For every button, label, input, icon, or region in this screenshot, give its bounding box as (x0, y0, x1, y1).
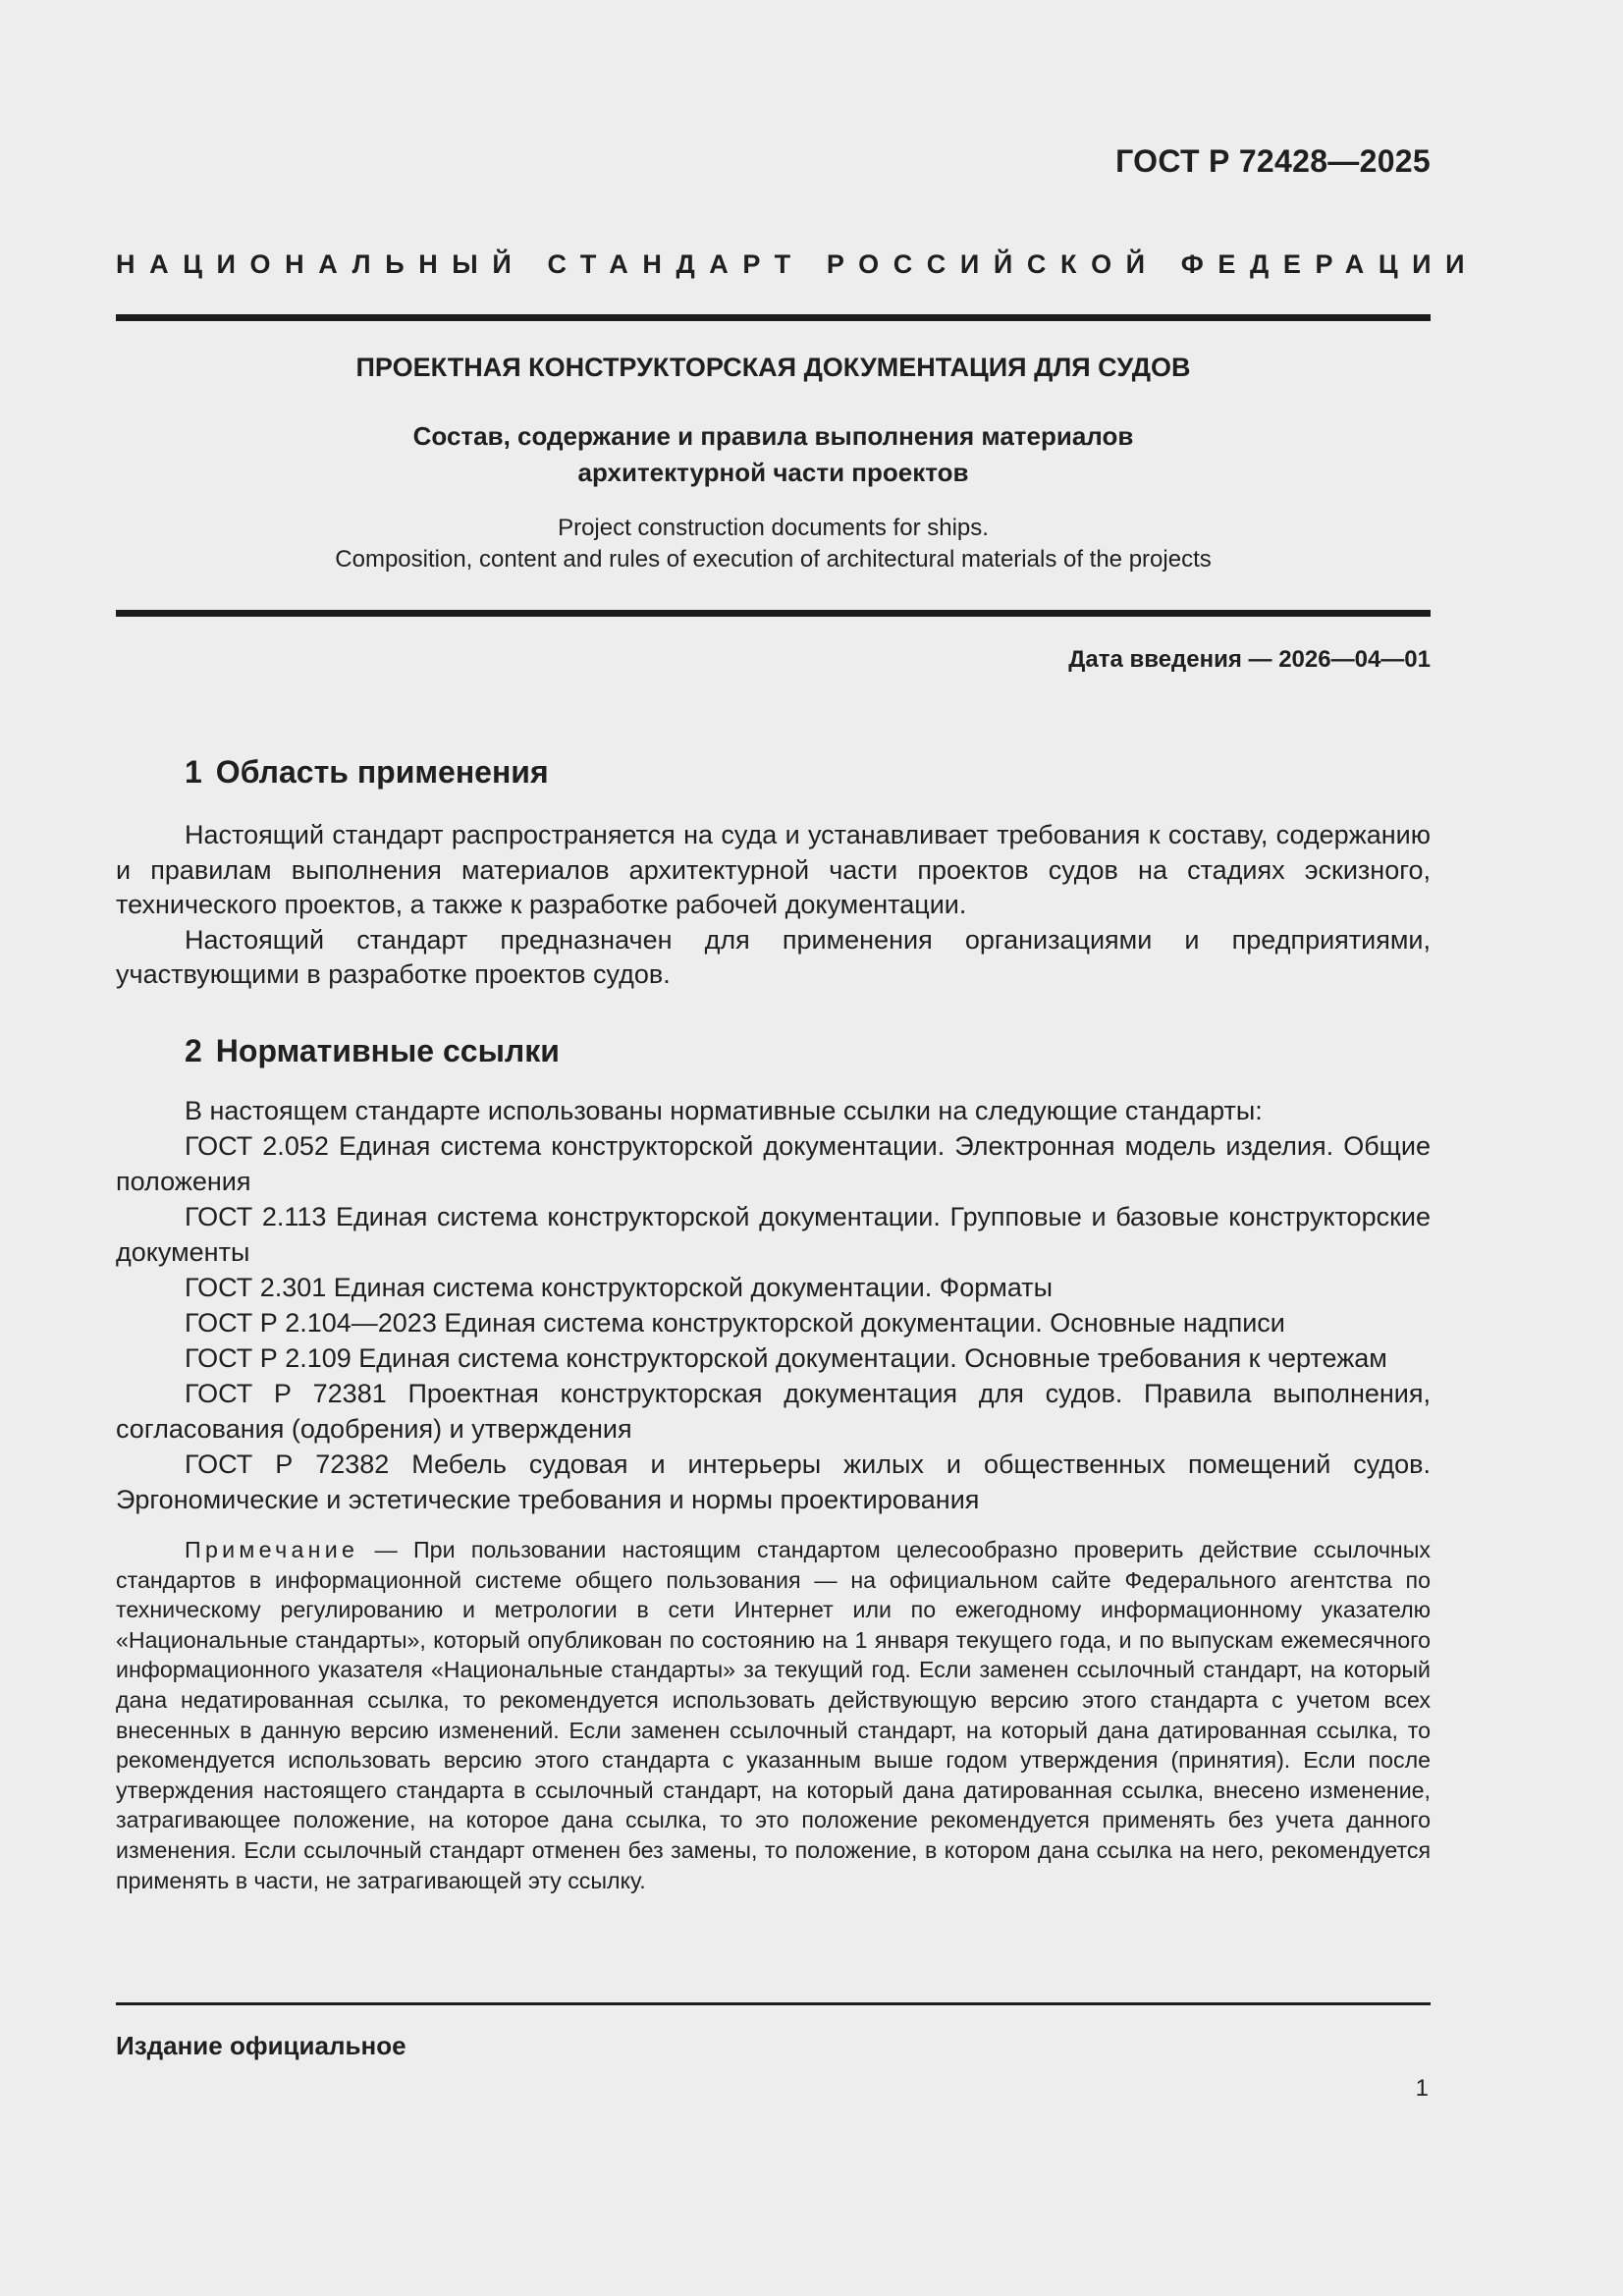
section-2-number: 2 (185, 1033, 202, 1068)
section-1-paragraph: Настоящий стандарт предназначен для применения организациями и предприятиями, участвующими в разработке проектов судов. (116, 924, 1431, 989)
section-1-body (116, 818, 1431, 993)
note-block (116, 1535, 1431, 1895)
reference-item: ГОСТ 2.301 Единая система конструкторской документации. Форматы (185, 1273, 1054, 1302)
reference-item: ГОСТ Р 72382 Мебель судовая и интерьеры жилых и общественных помещений судов. Эргономические и эстетические требования и нормы проектирования (116, 1449, 1431, 1514)
note-text: — При пользовании настоящим стандартом целесообразно проверить действие ссылочных стандартов в информационной системе общего пользования — на официальном сайте Федерального агентства по техническому регулированию и метрологии в сети Интернет или по ежегодному информационному указателю «Национальные стандарты», который опубликован по состоянию на 1 января текущего года, и по выпускам ежемесячного информационного указателя «Национальные стандарты» за текущий год. Если заменен ссылочный стандарт, на который дана недатированная ссылка, то рекомендуется использовать действующую версию этого стандарта с учетом всех внесенных в данную версию изменений. Если заменен ссылочный стандарт, на который дана датированная ссылка, то рекомендуется использовать версию этого стандарта с указанным выше годом утверждения (принятия). Если после утверждения настоящего стандарта в ссылочный стандарт, на который дана датированная ссылка, внесено изменение, затрагивающее положение, на которое дана ссылка, то это положение рекомендуется применять без учета данного изменения. Если ссылочный стандарт отменен без замены, то положение, в котором дана ссылка на него, рекомендуется применять в части, не затрагивающей эту ссылку. (116, 1537, 1431, 1893)
subtitle-line-2: архитектурной части проектов (577, 458, 969, 487)
introduction-date: Дата введения — 2026—04—01 (1068, 646, 1431, 673)
reference-item: ГОСТ 2.113 Единая система конструкторской документации. Групповые и базовые конструкторские документы (116, 1202, 1431, 1267)
footer-rule (116, 2002, 1431, 2005)
reference-item: ГОСТ Р 2.109 Единая система конструкторской документации. Основные требования к чертежам (185, 1343, 1387, 1373)
english-title-line-2: Composition, content and rules of execution of architectural materials of the projects (335, 546, 1212, 573)
section-2-heading (185, 1033, 560, 1069)
document-page (116, 0, 1480, 2296)
note-label: Примечание (185, 1537, 359, 1562)
header-rule (116, 314, 1431, 321)
section-1-number: 1 (185, 754, 202, 790)
english-title (116, 513, 1431, 575)
references-list (116, 1093, 1431, 1517)
reference-item: ГОСТ Р 2.104—2023 Единая система конструкторской документации. Основные надписи (185, 1308, 1285, 1338)
subtitle-line-1: Состав, содержание и правила выполнения материалов (412, 421, 1134, 451)
reference-item: ГОСТ Р 72381 Проектная конструкторская документация для судов. Правила выполнения, согласования (одобрения) и утверждения (116, 1379, 1431, 1444)
references-intro: В настоящем стандарте использованы нормативные ссылки на следующие стандарты: (185, 1096, 1263, 1125)
document-code: ГОСТ Р 72428—2025 (1115, 143, 1431, 179)
national-standard-banner: НАЦИОНАЛЬНЫЙ СТАНДАРТ РОССИЙСКОЙ ФЕДЕРАЦИИ (116, 249, 1480, 279)
document-subtitle (116, 418, 1431, 491)
section-2-title: Нормативные ссылки (215, 1033, 560, 1068)
document-title: ПРОЕКТНАЯ КОНСТРУКТОРСКАЯ ДОКУМЕНТАЦИЯ ДЛЯ СУДОВ (355, 353, 1191, 382)
edition-label: Издание официальное (116, 2031, 406, 2060)
english-title-line-1: Project construction documents for ships. (558, 515, 989, 541)
page-number: 1 (1415, 2075, 1429, 2102)
title-rule (116, 610, 1431, 617)
section-1-paragraph: Настоящий стандарт распространяется на суда и устанавливает требования к составу, содержанию и правилам выполнения материалов архитектурной части проектов судов на стадиях эскизного, технического проектов, а также к разработке рабочей документации. (116, 820, 1431, 919)
section-1-title: Область применения (215, 754, 549, 790)
reference-item: ГОСТ 2.052 Единая система конструкторской документации. Электронная модель изделия. Общие положения (116, 1131, 1431, 1196)
section-1-heading (185, 754, 549, 791)
